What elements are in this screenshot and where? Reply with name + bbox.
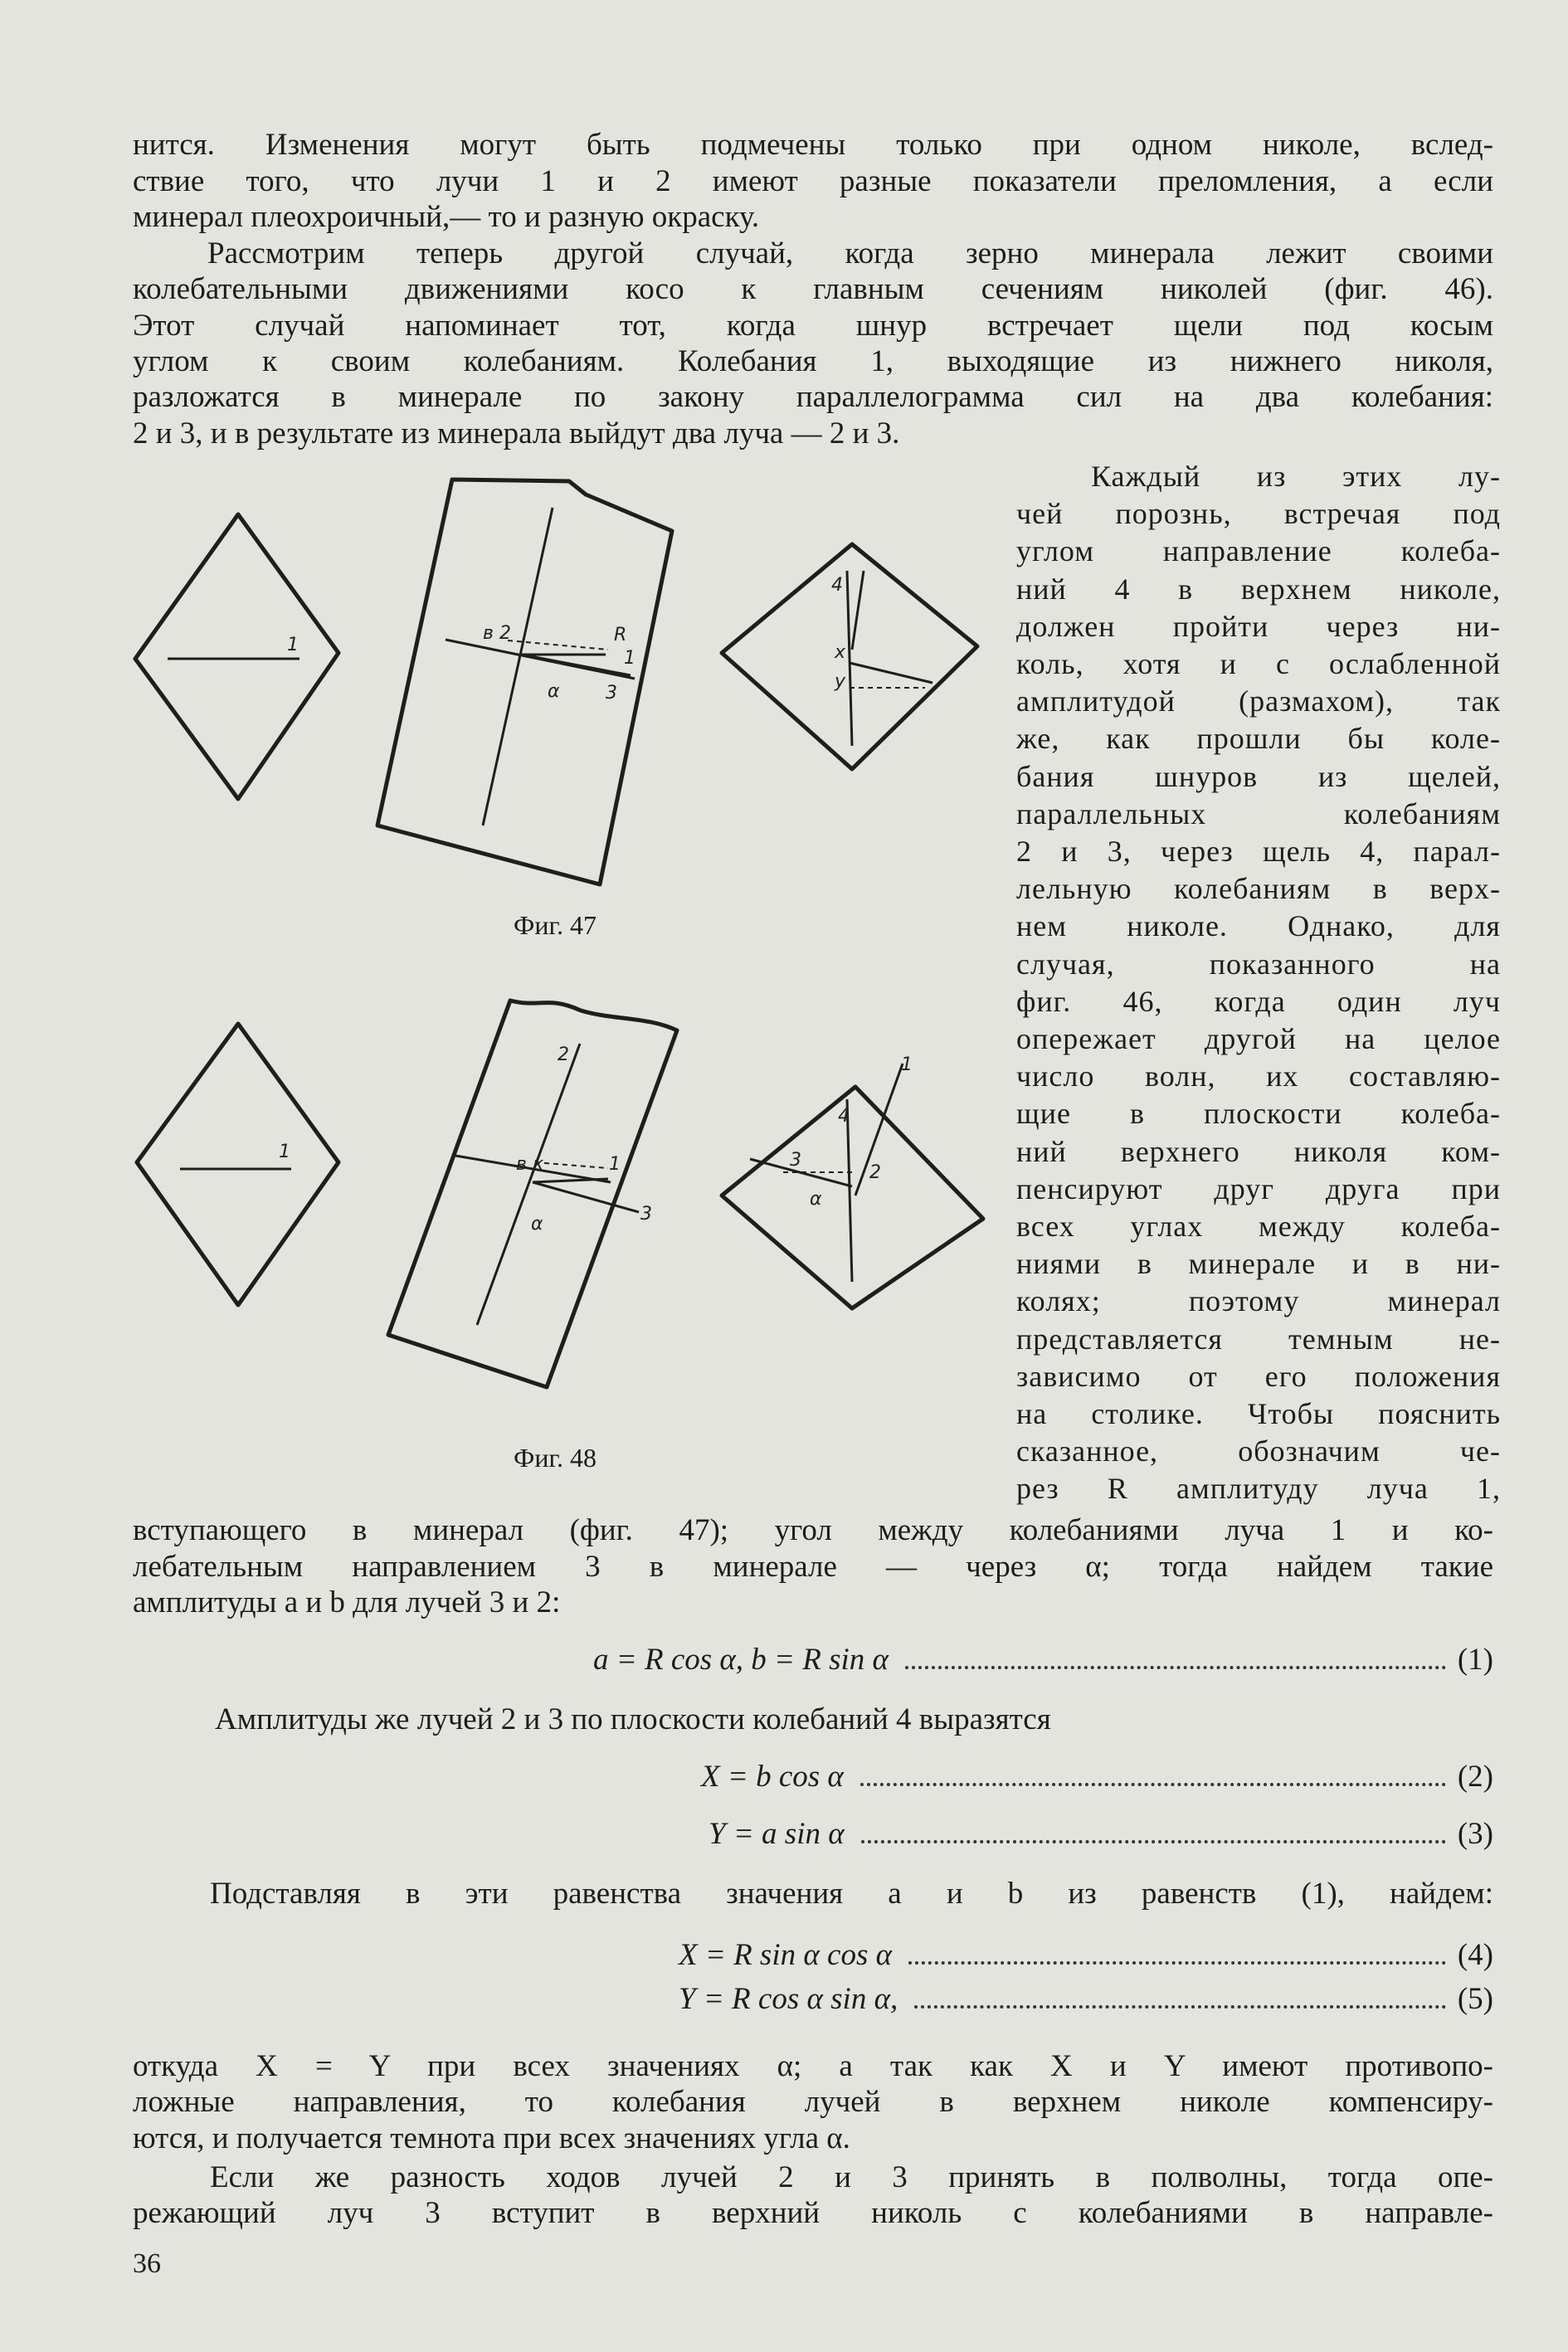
text-line: случая, показанного на [1016,947,1501,981]
fig48-horizontal-direction [455,1156,611,1182]
fig47-upper-nicol-diamond [722,544,977,769]
text-line: Рассмотрим теперь другой случай, когда зерно минерала лежит своими [207,236,1493,270]
fig48-label: 3 [790,1150,801,1171]
fig48-label: 1 [609,1154,621,1175]
fig48-line-3 [750,1159,852,1186]
fig48-label: α [531,1214,543,1234]
fig48-dashed [535,1162,608,1168]
text-line: фиг. 46, когда один луч [1016,984,1501,1018]
equation-formula: X = R sin α cos α [679,1938,893,1972]
text-line: ниями в минерале и в ни- [1016,1247,1501,1281]
fig47-label: в 2 [483,623,511,644]
dot-leader [914,2005,1446,2009]
text-line: Этот случай напоминает тот, когда шнур встречает щели под косым [133,309,1493,343]
equation-formula: Y = R cos α sin α, [679,1982,898,2016]
dot-leader [861,1840,1446,1843]
text-line: зависимо от его положения [1016,1359,1501,1393]
text-line: нится. Изменения могут быть подмечены только при одном николе, вслед- [133,128,1493,162]
text-line: всех углах между колеба- [1016,1210,1501,1243]
text-line: же, как прошли бы коле- [1016,722,1501,756]
equation-5 [679,1981,1493,2018]
text-line: откуда X = Y при всех значениях α; а так как X и Y имеют противопо- [133,2049,1494,2083]
fig48-label: 1 [901,1054,913,1075]
text-line: пенсируют друг друга при [1016,1171,1501,1205]
equation-4 [679,1937,1493,1974]
equation-number: (5) [1457,1982,1493,2016]
text-line: нем николе. Однако, для [1016,909,1501,943]
text-line: Амплитуды же лучей 2 и 3 по плоскости колебаний 4 выразятся [215,1702,1051,1736]
fig48-label: 2 [558,1045,569,1065]
fig47-label: 1 [624,648,635,669]
fig47-vertical-direction [483,508,553,825]
text-line: колях; поэтому минерал [1016,1284,1501,1318]
text-line: Если же разность ходов лучей 2 и 3 принять в полволны, тогда опе- [210,2160,1493,2194]
fig47-label: x [835,642,846,663]
text-line: бания шнуров из щелей, [1016,759,1501,793]
fig47-arrow [850,663,933,683]
equation-formula: X = b cos α [701,1760,844,1794]
text-line: ложные направления, то колебания лучей в верхнем николе компенсиру- [133,2085,1493,2119]
fig48-label: 4 [838,1106,850,1127]
fig48-line-1 [855,1064,903,1195]
text-line: чей порознь, встречая под [1016,497,1501,531]
text-line: колебательными движениями косо к главным сечениям николей (фиг. 46). [133,272,1493,306]
dot-leader [908,1961,1446,1965]
text-line: щие в плоскости колеба- [1016,1097,1501,1131]
page-number: 36 [133,2248,161,2279]
fig47-label: R [614,625,627,645]
text-line: режающий луч 3 вступит в верхний николь с колебаниями в направле- [133,2196,1493,2230]
fig47-label: 3 [606,683,617,704]
fig48-vibration-4 [847,1099,852,1282]
text-line: Каждый из этих лу- [1091,460,1501,493]
fig48-left-label: 1 [279,1142,290,1162]
equation-formula: a = R cos α, b = R sin α [593,1643,889,1677]
fig48-arrow-3 [533,1182,639,1212]
fig47-label: 4 [831,575,843,596]
text-line: ний 4 в верхнем николе, [1016,572,1501,606]
text-line: ствие того, что лучи 1 и 2 имеют разные показатели преломления, а если [133,164,1493,198]
text-line: лебательным направлением 3 в минерале — через α; тогда найдем такие [133,1550,1493,1584]
text-line: ний верхнего николя ком- [1016,1134,1501,1168]
equation-number: (2) [1457,1760,1493,1794]
text-line: 2 и 3, через щель 4, парал- [1016,835,1501,868]
equation-number: (4) [1457,1938,1493,1972]
text-line: Подставляя в эти равенства значения a и b из равенств (1), найдем: [210,1877,1493,1911]
fig48-label: в к [516,1154,544,1175]
text-line: углом направление колеба- [1016,534,1501,568]
dot-leader [860,1783,1446,1786]
text-line: углом к своим колебаниям. Колебания 1, выходящие из нижнего николя, [133,344,1493,378]
equation-number: (1) [1457,1643,1493,1677]
equation-formula: Y = a sin α [709,1817,845,1851]
fig47-lower-nicol-diamond [135,514,338,799]
fig47-label: α [548,681,560,702]
fig47-label: y [835,671,846,692]
figure-48-caption: Фиг. 48 [514,1443,597,1473]
text-line: сказанное, обозначим че- [1016,1434,1501,1468]
text-line: на столике. Чтобы пояснить [1016,1397,1501,1430]
text-line: представляется темным не- [1016,1322,1501,1356]
equation-2 [701,1759,1493,1795]
fig48-arrow-1 [533,1179,608,1182]
fig48-label: 2 [869,1162,881,1183]
text-line: разложатся в минерале по закону параллелограмма сил на два колебания: [133,380,1493,414]
fig47-left-label: 1 [287,635,299,655]
fig47-line [852,571,864,650]
dot-leader [905,1666,1446,1669]
fig48-vertical-direction [477,1044,580,1325]
text-line: 2 и 3, и в результате из минерала выйдут два луча — 2 и 3. [133,416,900,450]
equation-3 [709,1816,1493,1853]
text-line: амплитуды a и b для лучей 3 и 2: [133,1585,561,1619]
fig47-mineral-plate [377,480,672,884]
fig47-arrow-3 [522,655,631,675]
text-line: рез R амплитуду луча 1, [1016,1472,1501,1506]
text-line: лельную колебаниям в верх- [1016,872,1501,906]
text-line: ются, и получается темнота при всех значениях угла α. [133,2121,850,2155]
fig48-lower-nicol-diamond [137,1024,338,1305]
text-line: вступающего в минерал (фиг. 47); угол между колебаниями луча 1 и ко- [133,1513,1493,1547]
equation-number: (3) [1457,1817,1493,1851]
text-line: параллельных колебаниям [1016,796,1501,830]
text-line: минерал плеохроичный,— то и разную окраску. [133,200,760,234]
fig47-dashed-b [508,640,608,650]
fig47-vibration-4 [847,571,852,746]
fig48-mineral-plate [388,1001,677,1387]
text-line: опережает другой на целое [1016,1022,1501,1055]
figure-47-caption: Фиг. 47 [514,910,597,940]
fig48-upper-nicol-diamond [722,1087,983,1308]
figure-48 [137,1001,983,1387]
fig47-horizontal-direction [446,640,635,679]
text-line: амплитудой (размахом), так [1016,684,1501,718]
fig48-label: 3 [640,1204,652,1225]
equation-1 [593,1642,1493,1678]
figure-47 [135,480,977,884]
fig48-label: α [810,1189,822,1210]
text-line: должен пройти через ни- [1016,609,1501,643]
text-line: коль, хотя и с ослабленной [1016,647,1501,680]
text-line: число волн, их составляю- [1016,1059,1501,1093]
